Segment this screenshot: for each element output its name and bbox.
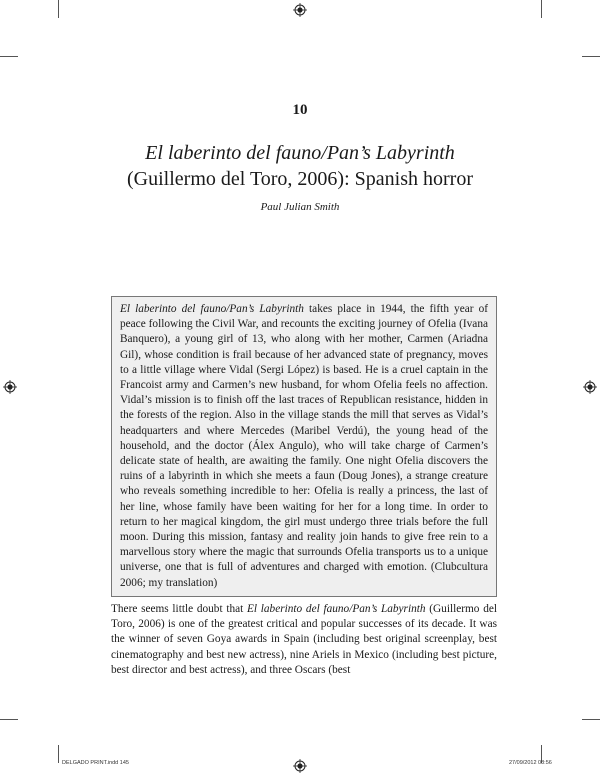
chapter-number: 10 — [292, 102, 308, 118]
chapter-title — [60, 140, 540, 192]
crop-mark — [582, 56, 600, 57]
crop-mark — [541, 0, 542, 18]
footer-date-slug: 27/09/2012 08:56 — [509, 760, 552, 766]
body-text-after: (Guillermo del Toro, 2006) is one of the greatest critical and popular successes of its decade. It was the winner of seven Goya awards in Spain (including best original screenplay, best cinematography and best new actress), nine Ariels in Mexico (including best picture, best director and best actress), and three Oscars (best — [111, 603, 497, 676]
chapter-title-italic: El laberinto del fauno/Pan’s Labyrinth — [145, 142, 455, 164]
registration-mark-icon — [3, 380, 17, 394]
crop-mark — [0, 56, 18, 57]
epigraph-box — [111, 296, 497, 597]
crop-mark — [0, 719, 18, 720]
chapter-title-subtitle: (Guillermo del Toro, 2006): Spanish horror — [127, 168, 473, 190]
crop-mark — [58, 745, 59, 763]
registration-mark-icon — [293, 759, 307, 773]
registration-mark-icon — [293, 3, 307, 17]
body-paragraph — [111, 602, 497, 678]
body-text-before: There seems little doubt that — [111, 603, 247, 615]
crop-mark — [582, 719, 600, 720]
author-name: Paul Julian Smith — [260, 201, 340, 213]
body-text-italic: El laberinto del fauno/Pan’s Labyrinth — [247, 603, 426, 615]
epigraph-italic-lead: El laberinto del fauno/Pan’s Labyrinth — [120, 303, 304, 315]
epigraph-text: takes place in 1944, the fifth year of peace following the Civil War, and recounts the exciting journey of Ofelia (Ivana Banquero), a young girl of 13, who along with her mother, Carmen (Ariadna Gil), whose condition is frail because of her advanced state of pregnancy, moves to a little village where Vidal (Sergi López) is based. He is a cruel captain in the Francoist army and Carmen’s new husband, for whom Ofelia feels no affection. Vidal’s mission is to finish off the last traces of Republican resistance, hidden in the forests of the region. Also in the village stands the mill that serves as Vidal’s headquarters and where Mercedes (Maribel Verdú), the young head of the household, and the doctor (Álex Angulo), who will take charge of Carmen’s delicate state of health, are awaiting the family. One night Ofelia discovers the ruins of a labyrinth in which she meets a faun (Doug Jones), a strange creature who reveals something incredible to her: Ofelia is really a princess, the last of her line, whose family have been waiting for her for a long time. In order to return to her magical kingdom, the girl must undergo three trials before the full moon. During this mission, fantasy and reality join hands to give free rein to a marvellous story where the magic that surrounds Ofelia transports us to a unique universe, one that is full of adventures and charged with emotion. (Clubcultura 2006; my translation) — [120, 303, 488, 589]
crop-mark — [58, 0, 59, 18]
footer-file-slug: DELGADO PRINT.indd 145 — [62, 760, 129, 766]
registration-mark-icon — [583, 380, 597, 394]
